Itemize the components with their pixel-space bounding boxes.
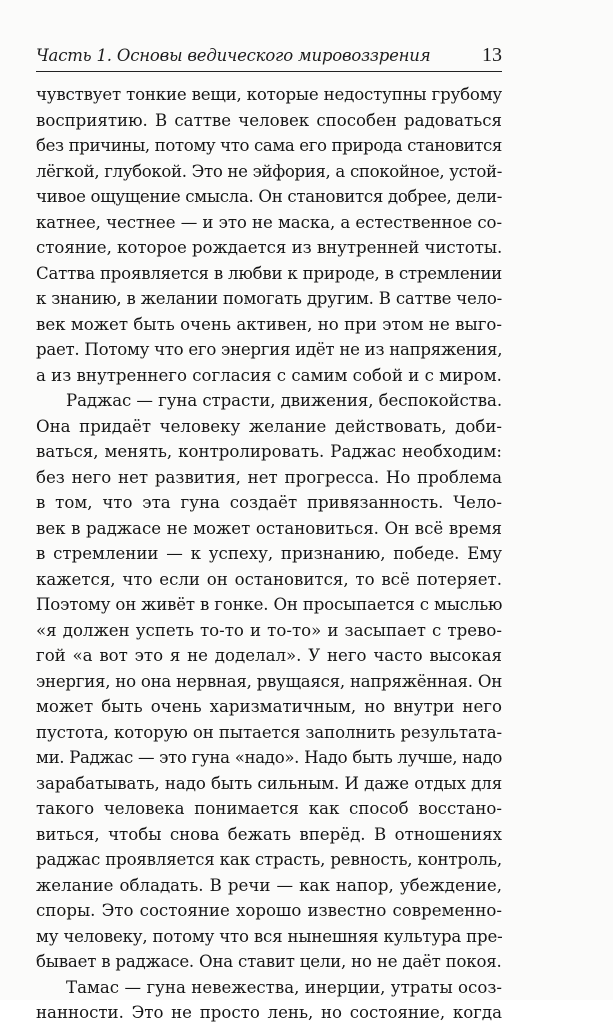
- text-line: без причины, потому что сама его природа становится: [36, 136, 502, 155]
- text-line: без него нет развития, нет прогресса. Но проблема: [36, 467, 502, 487]
- paragraph: [36, 975, 502, 1026]
- text-line: такого человека понимается как способ восстано-: [36, 799, 502, 818]
- text-line: пустота, которую он пытается заполнить результата-: [36, 722, 502, 742]
- text-line: му человеку, потому что вся нынешняя культура пре-: [36, 926, 503, 946]
- paragraph: [36, 388, 502, 975]
- text-line: Поэтому он живёт в гонке. Он просыпается с мыслью: [36, 595, 503, 614]
- paragraph: [36, 82, 502, 388]
- text-line: в том, что эта гуна создаёт привязанность. Чело-: [36, 493, 502, 512]
- text-line: энергия, но она нервная, рвущаяся, напряжённая. Он: [36, 671, 502, 691]
- text-line: «я должен успеть то-то и то-то» и засыпает с трево-: [36, 620, 502, 640]
- text-line: лёгкой, глубокой. Это не эйфория, а спокойное, устой-: [36, 161, 502, 181]
- text-line: к знанию, в желании помогать другим. В саттве чело-: [36, 289, 502, 308]
- text-line: Тамас — гуна невежества, инерции, утраты осоз-: [66, 977, 502, 997]
- body-text: [36, 82, 502, 1026]
- text-line: рает. Потому что его энергия идёт не из напряжения,: [36, 340, 503, 359]
- running-header: [36, 44, 502, 70]
- text-line: в стремлении — к успеху, признанию, победе. Ему: [36, 544, 502, 563]
- text-line: стояние, которое рождается из внутренней чистоты.: [36, 238, 503, 257]
- text-line: споры. Это состояние хорошо известно современно-: [36, 901, 502, 920]
- text-line: раджас проявляется как страсть, ревность, контроль,: [36, 850, 502, 869]
- text-line: Раджас — гуна страсти, движения, беспокойства.: [66, 391, 503, 410]
- text-line: нанности. Это не просто лень, но состояние, когда: [36, 1003, 502, 1022]
- text-line: восприятию. В саттве человек способен радоваться: [36, 110, 502, 130]
- text-line: чивое ощущение смысла. Он становится добрее, дели-: [36, 187, 503, 206]
- text-line: век в раджасе не может остановиться. Он всё время: [36, 518, 502, 538]
- header-divider: [36, 71, 502, 72]
- text-line: чувствует тонкие вещи, которые недоступны грубому: [36, 85, 502, 104]
- text-line: катнее, честнее — и это не маска, а естественное со-: [36, 212, 502, 232]
- text-line: желание обладать. В речи — как напор, убеждение,: [36, 875, 502, 895]
- text-line: зарабатывать, надо быть сильным. И даже отдых для: [36, 773, 503, 793]
- text-line: а из внутреннего согласия с самим собой и с миром.: [36, 365, 502, 385]
- text-line: виться, чтобы снова бежать вперёд. В отношениях: [36, 824, 502, 844]
- text-line: Саттва проявляется в любви к природе, в стремлении: [36, 263, 502, 283]
- text-line: кажется, что если он остановится, то всё потеряет.: [36, 569, 502, 589]
- text-line: может быть очень харизматичным, но внутри него: [36, 697, 502, 716]
- chapter-title: Часть 1. Основы ведического мировоззрения: [36, 46, 431, 65]
- page-number: 13: [482, 44, 502, 66]
- text-line: бывает в раджасе. Она ставит цели, но не даёт покоя.: [36, 952, 502, 971]
- text-line: ми. Раджас — это гуна «надо». Надо быть лучше, надо: [36, 748, 502, 767]
- text-line: гой «а вот это я не доделал». У него часто высокая: [36, 646, 502, 665]
- text-line: ваться, менять, контролировать. Раджас необходим:: [36, 442, 502, 461]
- text-line: век может быть очень активен, но при этом не выго-: [36, 314, 502, 334]
- text-line: Она придаёт человеку желание действовать, доби-: [36, 416, 502, 436]
